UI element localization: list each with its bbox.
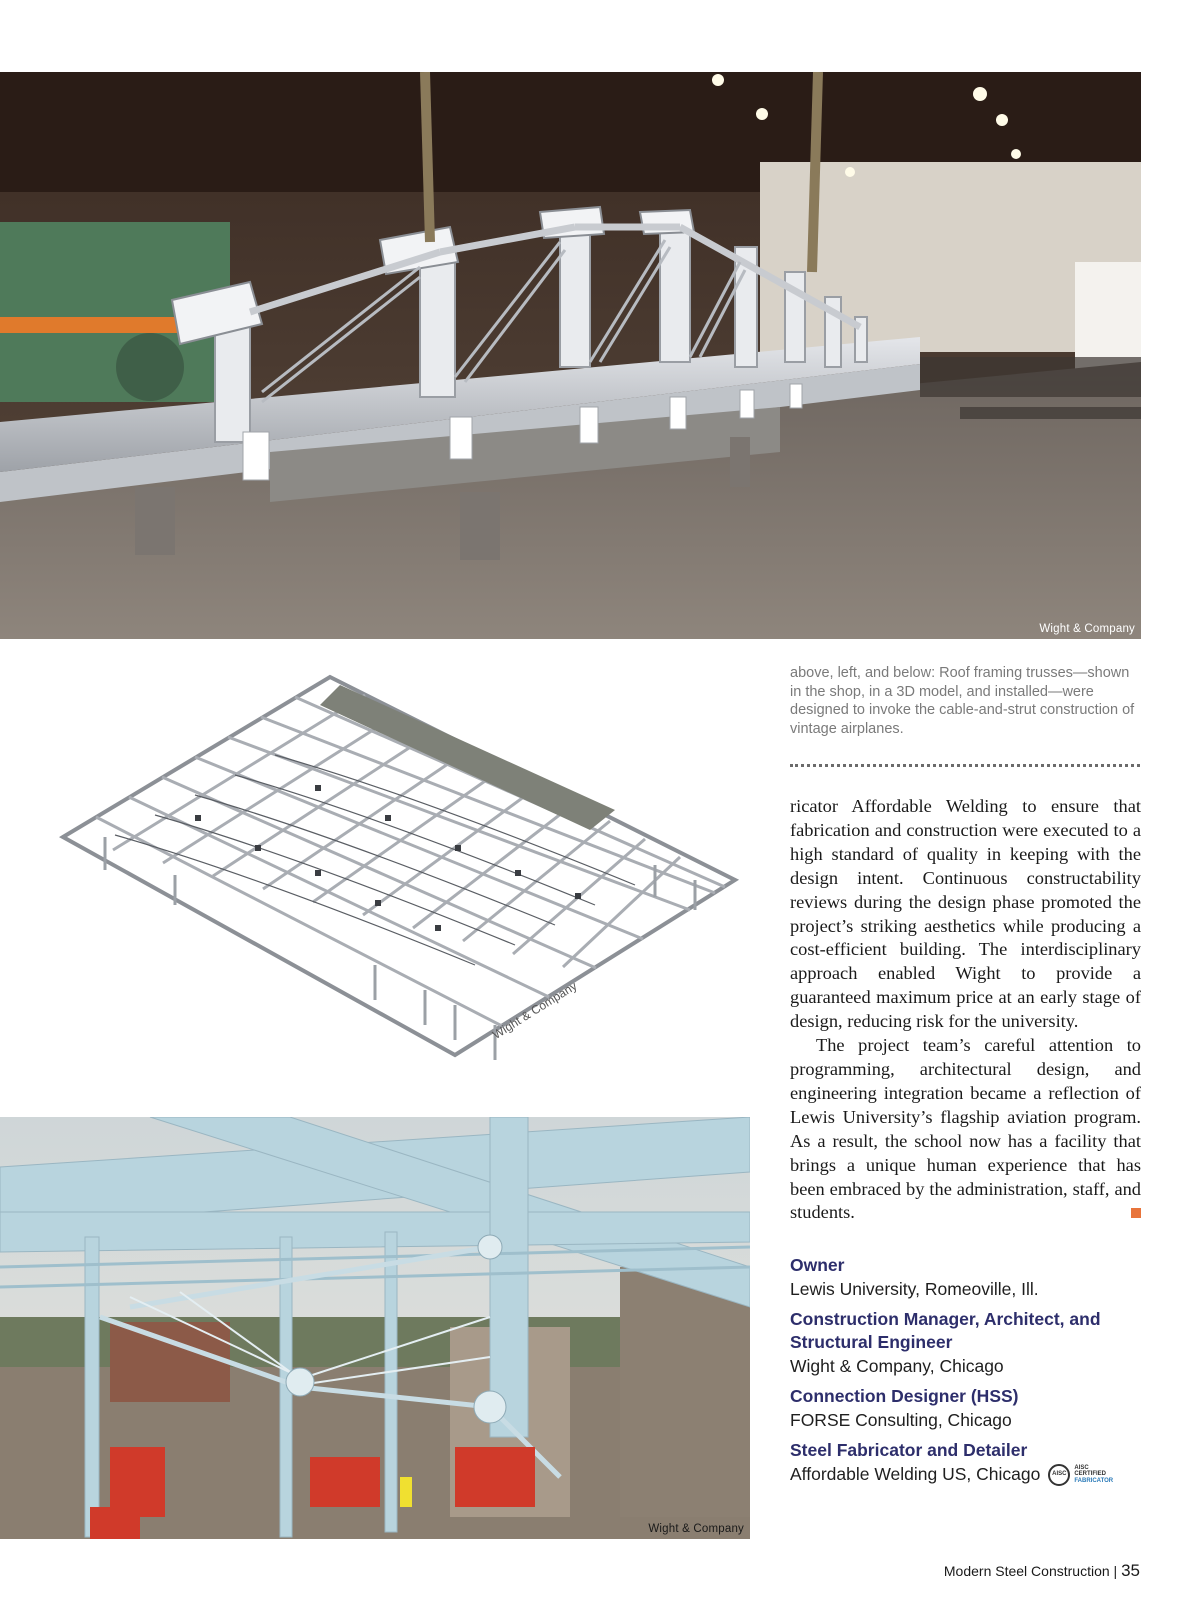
credit-owner	[790, 1254, 1150, 1302]
aisc-certified-fabricator-logo	[1048, 1464, 1113, 1486]
credit-org: FORSE Consulting, Chicago	[790, 1410, 1012, 1430]
truss-3d-model	[55, 665, 775, 1075]
article-body	[790, 795, 1141, 1225]
credit-org-row	[790, 1462, 1150, 1487]
shop-truss-photo	[0, 72, 1141, 639]
aisc-badge-line: AISC	[1074, 1464, 1089, 1471]
body-paragraph-text: The project team’s careful attention to programming, architectural design, and engineering integration became a reflection of Lewis University’s flagship aviation program. As a result, the school now has a facility that brings a unique human experience that has been embraced by the administration, staff, and students.	[790, 1035, 1141, 1223]
credit-role: Steel Fabricator and Detailer	[790, 1440, 1028, 1460]
body-paragraph	[790, 1034, 1141, 1225]
aisc-seal-icon: AISC	[1048, 1464, 1070, 1486]
body-paragraph: ricator Affordable Welding to ensure that fabrication and construction were executed to a high standard of quality in keeping with the design intent. Continuous constructability reviews during the design phase promoted the project’s striking aesthetics while producing a cost-efficient building. The interdisciplinary approach enabled Wight to provide a guaranteed maximum price at an early stage of design, reducing risk for the university.	[790, 796, 1141, 1032]
footer-separator: |	[1113, 1563, 1118, 1579]
publication-name: Modern Steel Construction	[943, 1563, 1110, 1579]
credit-org: Wight & Company, Chicago	[790, 1356, 1004, 1376]
installed-truss-photo	[0, 1117, 750, 1539]
page-number: 35	[1121, 1561, 1140, 1580]
credit-role: Connection Designer (HSS)	[790, 1386, 1019, 1406]
model-credit: Wight & Company	[490, 978, 580, 1042]
dotted-divider	[790, 764, 1140, 767]
credit-role: Construction Manager, Architect, and Structural Engineer	[790, 1309, 1101, 1352]
photo-caption: above, left, and below: Roof framing trusses—shown in the shop, in a 3D model, and installed—were designed to invoke the cable-and-strut construction of vintage airplanes.	[790, 665, 1135, 737]
credit-steel-fabricator	[790, 1439, 1150, 1487]
credit-org: Lewis University, Romeoville, Ill.	[790, 1279, 1039, 1299]
aisc-badge-line: CERTIFIED	[1074, 1471, 1107, 1478]
photo-credit: Wight & Company	[1039, 623, 1135, 635]
page-footer	[944, 1561, 1140, 1581]
credit-role: Owner	[790, 1255, 845, 1275]
credit-construction-manager	[790, 1308, 1150, 1379]
credit-connection-designer	[790, 1385, 1150, 1433]
photo-credit: Wight & Company	[648, 1523, 744, 1535]
aisc-badge-text	[1074, 1465, 1113, 1485]
aisc-badge-line: FABRICATOR	[1074, 1477, 1114, 1484]
end-of-article-mark	[1131, 1208, 1141, 1218]
credit-org: Affordable Welding US, Chicago	[790, 1464, 1041, 1484]
project-credits	[790, 1254, 1150, 1493]
